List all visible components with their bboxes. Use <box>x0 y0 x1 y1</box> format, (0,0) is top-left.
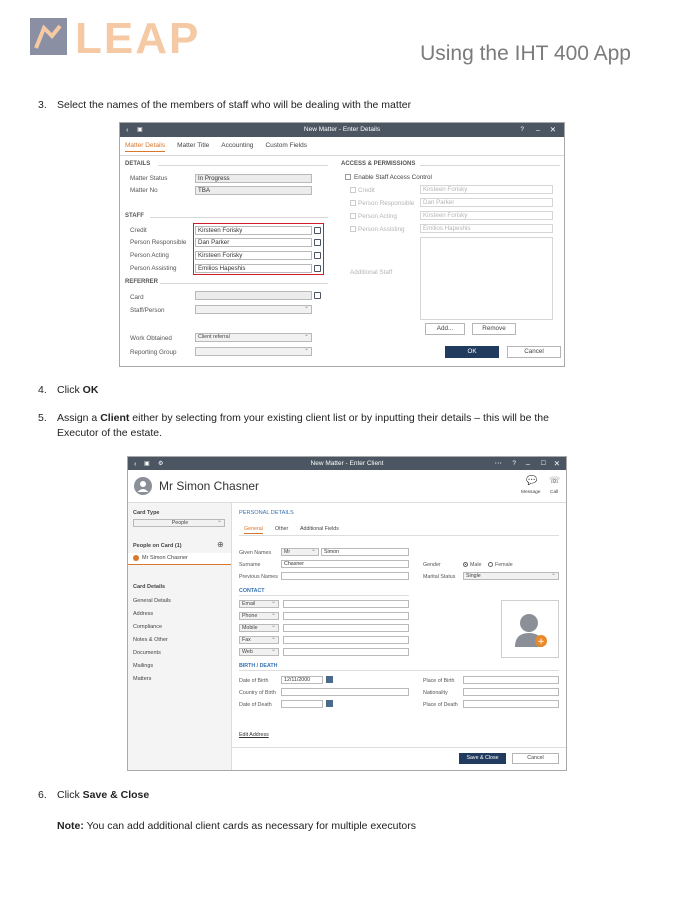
matter-status-label: Matter Status <box>130 175 168 182</box>
add-button[interactable]: Add... <box>425 323 465 335</box>
given-names-field[interactable]: Simon <box>321 548 409 556</box>
minimize-icon[interactable]: – <box>535 125 540 134</box>
window-titlebar <box>120 123 564 137</box>
gender-label: Gender <box>423 562 441 568</box>
place-of-death-label: Place of Death <box>423 702 458 708</box>
matter-tabs <box>125 142 307 152</box>
card-field[interactable] <box>195 291 312 300</box>
gender-female-radio[interactable] <box>488 562 493 567</box>
people-on-card-label: People on Card (1) <box>133 543 182 549</box>
dob-label: Date of Birth <box>239 678 269 684</box>
details-heading: DETAILS <box>125 161 151 167</box>
window-title: New Matter - Enter Details <box>303 126 381 133</box>
step-text <box>57 789 149 801</box>
subtab-other[interactable]: Other <box>275 526 289 532</box>
step-text-line2: Executor of the estate. <box>57 427 163 439</box>
svg-text:+: + <box>537 637 545 647</box>
access-person-assisting-checkbox[interactable] <box>350 226 356 232</box>
person-assisting-label: Person Assisting <box>130 265 177 272</box>
note <box>57 820 657 834</box>
email-field[interactable] <box>283 600 409 608</box>
person-acting-label: Person Acting <box>130 252 169 259</box>
close-icon[interactable]: ✕ <box>549 125 556 134</box>
phone-icon[interactable]: ☏ <box>549 475 561 485</box>
card-type-dropdown[interactable]: People ⌄ <box>133 519 225 527</box>
access-person-responsible-label: Person Responsible <box>358 200 415 207</box>
divider <box>158 165 328 166</box>
step-5 <box>38 412 668 440</box>
divider <box>120 155 564 156</box>
back-icon[interactable]: ‹ <box>126 125 129 134</box>
nav-compliance[interactable]: Compliance <box>133 624 163 630</box>
client-name: Mr Simon Chasner <box>159 479 260 493</box>
nav-documents[interactable]: Documents <box>133 650 161 656</box>
divider <box>239 595 409 596</box>
personal-details-heading: PERSONAL DETAILS <box>239 510 294 516</box>
person-item[interactable]: Mr Simon Chasner <box>142 555 188 561</box>
back-icon[interactable]: ‹ <box>134 459 137 468</box>
birth-death-heading: BIRTH / DEATH <box>239 663 278 669</box>
remove-button[interactable]: Remove <box>472 323 516 335</box>
step-4 <box>38 384 638 398</box>
nav-matters[interactable]: Matters <box>133 676 152 682</box>
step-text <box>57 384 98 396</box>
given-names-label: Given Names <box>239 550 272 556</box>
access-person-acting-field[interactable]: Kirsteen Forisky <box>420 211 553 220</box>
divider <box>128 564 231 565</box>
avatar <box>134 477 152 495</box>
card-details-label: Card Details <box>133 584 166 590</box>
edit-address-link[interactable]: Edit Address <box>239 732 269 738</box>
person-responsible-field[interactable]: Dan Parker <box>195 238 312 247</box>
step-number: 4. <box>38 384 47 396</box>
step-text-bold: Client <box>100 412 130 424</box>
date-of-death-label: Date of Death <box>239 702 272 708</box>
card-label: Card <box>130 294 144 301</box>
matter-no-field[interactable]: TBA <box>195 186 312 195</box>
step-number: 5. <box>38 412 47 424</box>
gender-male-radio[interactable] <box>463 562 468 567</box>
minimize-icon[interactable]: – <box>525 459 530 468</box>
ok-button[interactable]: OK <box>445 346 499 358</box>
dob-field[interactable]: 12/11/2000 <box>281 676 323 684</box>
divider <box>232 747 566 748</box>
nav-notes-other[interactable]: Notes & Other <box>133 637 168 643</box>
work-obtained-dropdown[interactable]: Client referral ⌄ <box>195 333 312 342</box>
tab-accounting[interactable]: Accounting <box>221 142 254 149</box>
calendar-icon[interactable] <box>326 700 333 707</box>
nationality-label: Nationality <box>423 690 448 696</box>
fax-field[interactable] <box>283 636 409 644</box>
access-permissions-heading: ACCESS & PERMISSIONS <box>341 161 416 167</box>
maximize-icon[interactable]: ☐ <box>540 461 546 467</box>
contact-type-fax[interactable]: Fax ⌄ <box>239 636 279 644</box>
enable-access-checkbox[interactable] <box>345 174 351 180</box>
person-responsible-label: Person Responsible <box>130 239 187 246</box>
message-label[interactable]: Message <box>521 490 541 495</box>
note-text: You can add additional client cards as necessary for multiple executors <box>83 820 416 832</box>
step-number: 3. <box>38 99 47 111</box>
tab-custom-fields[interactable]: Custom Fields <box>265 142 307 149</box>
credit-field[interactable]: Kirsteen Forisky <box>195 226 312 235</box>
person-assisting-field[interactable]: Emilios Hapeshis <box>195 264 312 273</box>
web-field[interactable] <box>283 648 409 656</box>
access-credit-field[interactable]: Kirsteen Forisky <box>420 185 553 194</box>
step-text-plain: Click <box>57 384 83 396</box>
access-person-responsible-checkbox[interactable] <box>350 200 356 206</box>
cancel-button[interactable]: Cancel <box>507 346 561 358</box>
folder-icon[interactable]: ▣ <box>144 461 150 467</box>
step-text-bold: OK <box>82 384 99 396</box>
calendar-icon[interactable] <box>326 676 333 683</box>
country-of-birth-label: Country of Birth <box>239 690 276 696</box>
nav-address[interactable]: Address <box>133 611 154 617</box>
place-of-birth-label: Place of Birth <box>423 678 455 684</box>
staff-heading: STAFF <box>125 213 144 219</box>
additional-staff-list[interactable] <box>420 237 553 320</box>
mobile-field[interactable] <box>283 624 409 632</box>
leap-logo-text: LEAP <box>75 14 201 63</box>
subtab-additional-fields[interactable]: Additional Fields <box>300 526 339 532</box>
person-photo-icon <box>502 601 560 659</box>
country-of-birth-field[interactable] <box>281 688 409 696</box>
reporting-group-dropdown[interactable] <box>195 347 312 356</box>
referrer-heading: REFERRER <box>125 279 159 285</box>
nav-general-details[interactable]: General Details <box>133 598 171 604</box>
divider <box>420 165 560 166</box>
enable-access-label: Enable Staff Access Control <box>354 174 432 181</box>
help-icon[interactable]: ? <box>512 460 516 467</box>
marital-status-label: Marital Status <box>423 574 456 580</box>
step-text-plain: Click <box>57 789 83 801</box>
date-of-death-field[interactable] <box>281 700 323 708</box>
step-6 <box>38 789 638 803</box>
step-text: Select the names of the members of staff who will be dealing with the matter <box>57 99 412 111</box>
card-icon[interactable] <box>314 252 321 259</box>
card-icon[interactable] <box>314 227 321 234</box>
window-title: New Matter - Enter Client <box>310 460 384 467</box>
place-of-death-field[interactable] <box>463 700 559 708</box>
place-of-birth-field[interactable] <box>463 676 559 684</box>
surname-label: Surname <box>239 562 261 568</box>
tab-matter-title[interactable]: Matter Title <box>177 142 210 149</box>
phone-field[interactable] <box>283 612 409 620</box>
new-matter-details-window <box>119 122 565 367</box>
gear-icon[interactable]: ⚙ <box>158 461 164 467</box>
matter-no-label: Matter No <box>130 187 158 194</box>
divider <box>160 283 328 284</box>
staff-person-label: Staff/Person <box>130 307 165 314</box>
window-titlebar <box>128 457 566 470</box>
gender-female-label: Female <box>495 562 513 568</box>
previous-names-field[interactable] <box>281 572 409 580</box>
leap-logo-icon <box>30 18 67 55</box>
additional-staff-label: Additional Staff <box>350 269 393 276</box>
save-close-button[interactable]: Save & Close <box>459 753 506 764</box>
close-icon[interactable]: ✕ <box>553 459 560 468</box>
person-icon <box>133 555 139 561</box>
contact-type-mobile[interactable]: Mobile ⌄ <box>239 624 279 632</box>
step-3 <box>38 99 638 113</box>
more-icon[interactable]: ⋯ <box>494 458 502 467</box>
step-text <box>57 412 657 424</box>
card-type-label: Card Type <box>133 510 160 516</box>
access-person-assisting-label: Person Assisting <box>358 226 405 233</box>
step-text-bold: Save & Close <box>82 789 150 801</box>
note-label: Note: <box>57 820 84 832</box>
divider <box>239 670 559 671</box>
contact-type-web[interactable]: Web ⌄ <box>239 648 279 656</box>
document-title: Using the IHT 400 App <box>420 42 631 65</box>
contact-type-phone[interactable]: Phone ⌄ <box>239 612 279 620</box>
nav-mailings[interactable]: Mailings <box>133 663 154 669</box>
contact-heading: CONTACT <box>239 588 265 594</box>
marital-status-dropdown[interactable]: Single ⌄ <box>463 572 559 580</box>
cancel-button[interactable]: Cancel <box>512 753 559 764</box>
card-icon[interactable] <box>314 239 321 246</box>
divider <box>239 535 559 536</box>
card-icon[interactable] <box>314 292 321 299</box>
step-text-plain: either by selecting from your existing client list or by inputting their details – this will be the <box>129 412 549 424</box>
card-sidebar <box>128 503 232 770</box>
divider <box>150 217 328 218</box>
previous-names-label: Previous Names <box>239 574 278 580</box>
tab-matter-details[interactable]: Matter Details <box>125 142 165 152</box>
call-label[interactable]: Call <box>550 490 559 495</box>
contact-type-email[interactable]: Email ⌄ <box>239 600 279 608</box>
access-credit-label: Credit <box>358 187 375 194</box>
help-icon[interactable]: ? <box>520 126 524 133</box>
gender-male-label: Male <box>470 562 482 568</box>
step-text-plain: Assign a <box>57 412 101 424</box>
matter-status-field[interactable]: In Progress <box>195 174 312 183</box>
reporting-group-label: Reporting Group <box>130 349 177 356</box>
nationality-field[interactable] <box>463 688 559 696</box>
work-obtained-label: Work Obtained <box>130 335 172 342</box>
surname-field[interactable]: Chasner <box>281 560 409 568</box>
access-person-acting-label: Person Acting <box>358 213 397 220</box>
access-credit-checkbox[interactable] <box>350 187 356 193</box>
message-icon[interactable]: 💬 <box>526 475 538 485</box>
staff-person-dropdown[interactable] <box>195 305 312 314</box>
access-person-assisting-field[interactable]: Emilios Hapeshis <box>420 224 553 233</box>
person-acting-field[interactable]: Kirsteen Forisky <box>195 251 312 260</box>
title-dropdown[interactable]: Mr ⌄ <box>281 548 319 556</box>
card-icon[interactable] <box>314 265 321 272</box>
step-number: 6. <box>38 789 47 801</box>
credit-label: Credit <box>130 227 147 234</box>
folder-icon[interactable]: ▣ <box>137 127 143 133</box>
photo-box[interactable] <box>501 600 559 658</box>
access-person-responsible-field[interactable]: Dan Parker <box>420 198 553 207</box>
subtab-general[interactable]: General <box>244 526 263 532</box>
add-person-icon[interactable]: ⊕ <box>217 540 224 549</box>
new-client-window <box>127 456 567 771</box>
access-person-acting-checkbox[interactable] <box>350 213 356 219</box>
